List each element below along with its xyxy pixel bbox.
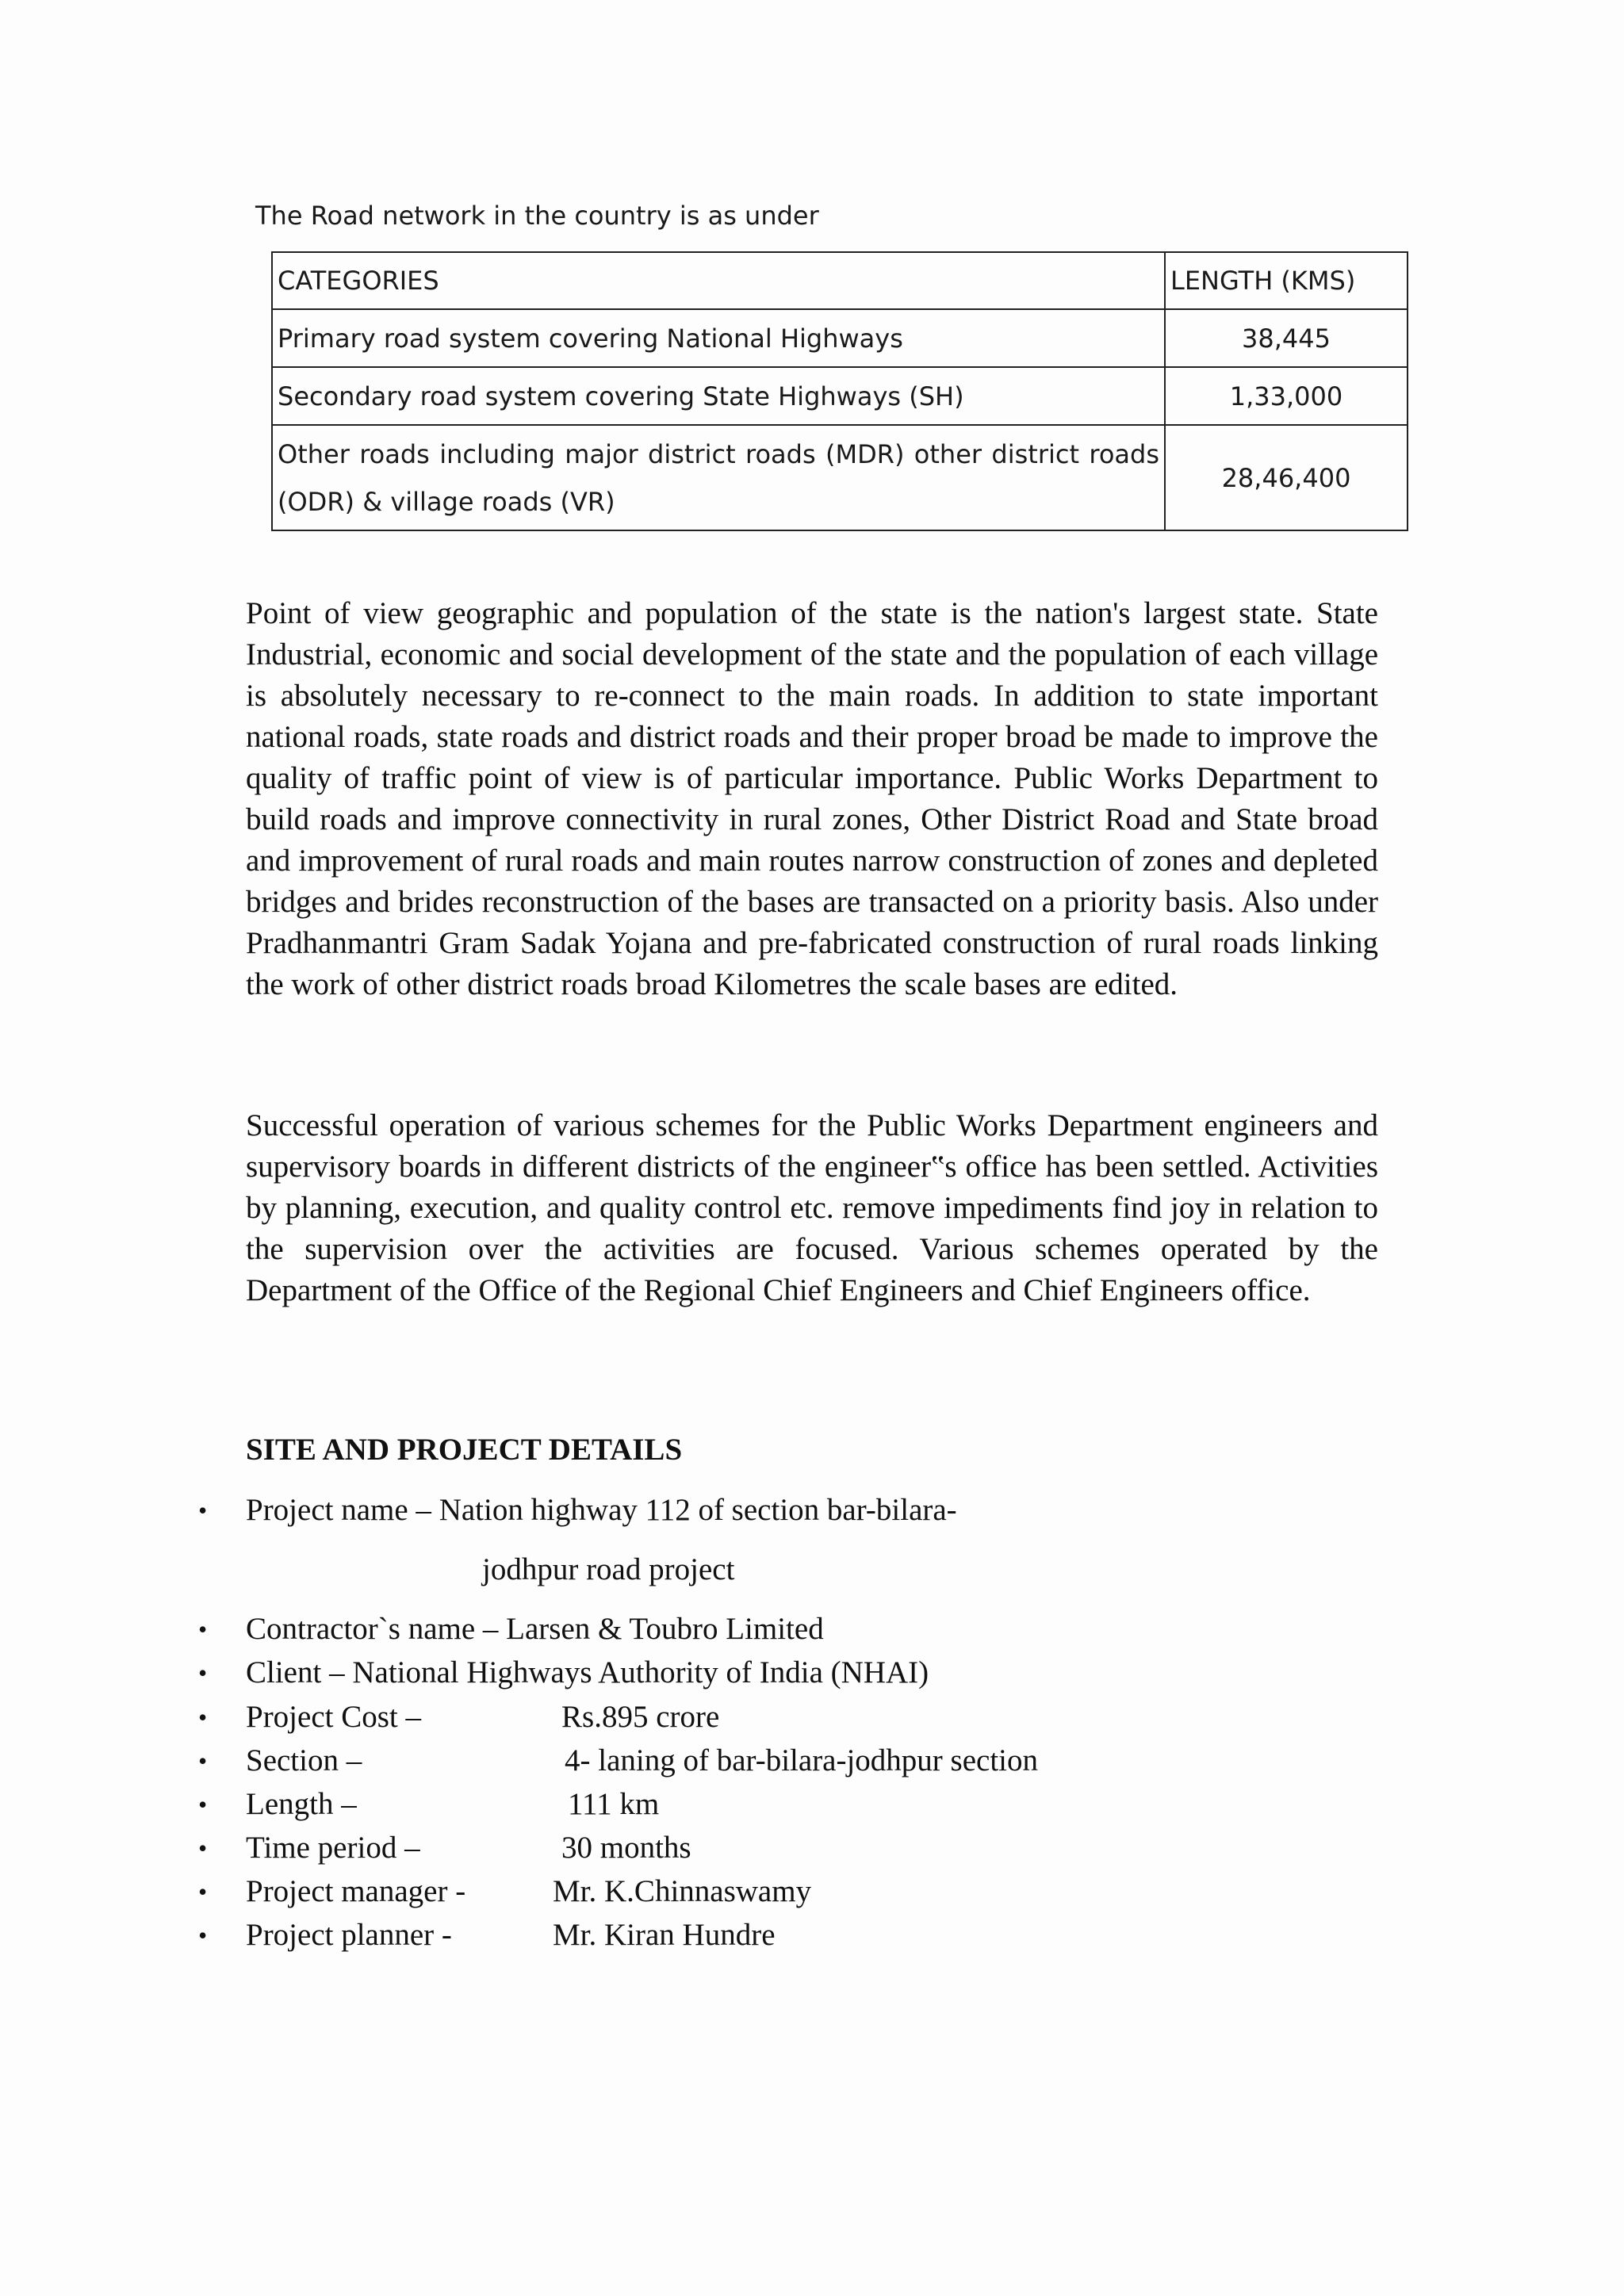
table-row: [272, 367, 1408, 425]
detail-section: [0, 1741, 1624, 1781]
road-network-table: [271, 251, 1408, 531]
detail-value: Rs.895 crore: [561, 1700, 720, 1734]
detail-value: Mr. K.Chinnaswamy: [553, 1874, 812, 1908]
bullet-icon: •: [198, 1659, 208, 1687]
detail-label: Contractor`s name – Larsen & Toubro Limited: [246, 1612, 824, 1646]
section-title: SITE AND PROJECT DETAILS: [246, 1433, 683, 1467]
detail-client: [0, 1653, 1624, 1693]
bullet-icon: •: [198, 1834, 208, 1862]
bullet-icon: •: [198, 1921, 208, 1950]
table-header-row: [272, 252, 1408, 309]
detail-value: 4- laning of bar-bilara-jodhpur section: [565, 1743, 1039, 1777]
detail-label: Project manager -: [246, 1874, 466, 1908]
detail-label: Time period –: [246, 1831, 420, 1865]
bullet-icon: •: [198, 1496, 208, 1525]
detail-value: 30 months: [561, 1831, 691, 1865]
table-row: [272, 309, 1408, 367]
bullet-icon: •: [198, 1703, 208, 1732]
detail-label: Project name – Nation highway 112 of section bar-bilara-: [246, 1493, 957, 1527]
table-row: [272, 425, 1408, 530]
bullet-icon: •: [198, 1790, 208, 1819]
detail-project-cost: [0, 1697, 1624, 1737]
row-length: 1,33,000: [1165, 367, 1408, 425]
detail-length: [0, 1785, 1624, 1824]
detail-value: Mr. Kiran Hundre: [553, 1918, 776, 1952]
row-length: 38,445: [1165, 309, 1408, 367]
paragraph-road-development: Point of view geographic and population of the state is the nation's largest state. State Industrial, economic and social development of the state and the population of each village is absolutely necessary to re-connect to the main roads. In addition to state important national roads, state roads and district roads and their proper broad be made to improve the quality of traffic point of view is of particular importance. Public Works Department to build roads and improve connectivity in rural zones, Other District Road and State broad and improvement of rural roads and main routes narrow construction of zones and depleted bridges and brides reconstruction of the bases are transacted on a priority basis. Also under Pradhanmantri Gram Sadak Yojana and pre-fabricated construction of rural roads linking the work of other district roads broad Kilometres the scale bases are edited.: [246, 596, 1378, 1001]
detail-label: Project planner -: [246, 1918, 452, 1952]
detail-project-name-continuation: jodhpur road project: [482, 1552, 735, 1586]
bullet-icon: •: [198, 1615, 208, 1644]
detail-value: 111 km: [568, 1787, 660, 1821]
detail-project-manager: [0, 1872, 1624, 1911]
header-length: LENGTH (KMS): [1165, 252, 1408, 309]
row-category: Secondary road system covering State Highways (SH): [272, 367, 1165, 425]
detail-label: Section –: [246, 1743, 362, 1777]
header-categories: CATEGORIES: [272, 252, 1165, 309]
detail-project-planner: [0, 1915, 1624, 1955]
detail-label: Client – National Highways Authority of India (NHAI): [246, 1655, 929, 1689]
detail-label: Length –: [246, 1787, 357, 1821]
paragraph-pwd-schemes: Successful operation of various schemes for the Public Works Department engineers and supervisory boards in different districts of the engineer‟s office has been settled. Activities by planning, execution, and quality control etc. remove impediments find joy in relation to the supervision over the activities are focused. Various schemes operated by the Department of the Office of the Regional Chief Engineers and Chief Engineers office.: [246, 1108, 1378, 1307]
detail-project-name: [0, 1490, 1624, 1530]
bullet-icon: •: [198, 1877, 208, 1906]
detail-label: Project Cost –: [246, 1700, 421, 1734]
detail-time-period: [0, 1828, 1624, 1868]
table-caption: The Road network in the country is as under: [255, 201, 819, 231]
row-category: Other roads including major district roads (MDR) other district roads (ODR) & village roads (VR): [272, 425, 1165, 530]
detail-contractor: [0, 1609, 1624, 1649]
bullet-icon: •: [198, 1747, 208, 1775]
row-category: Primary road system covering National Highways: [272, 309, 1165, 367]
row-length: 28,46,400: [1165, 425, 1408, 530]
